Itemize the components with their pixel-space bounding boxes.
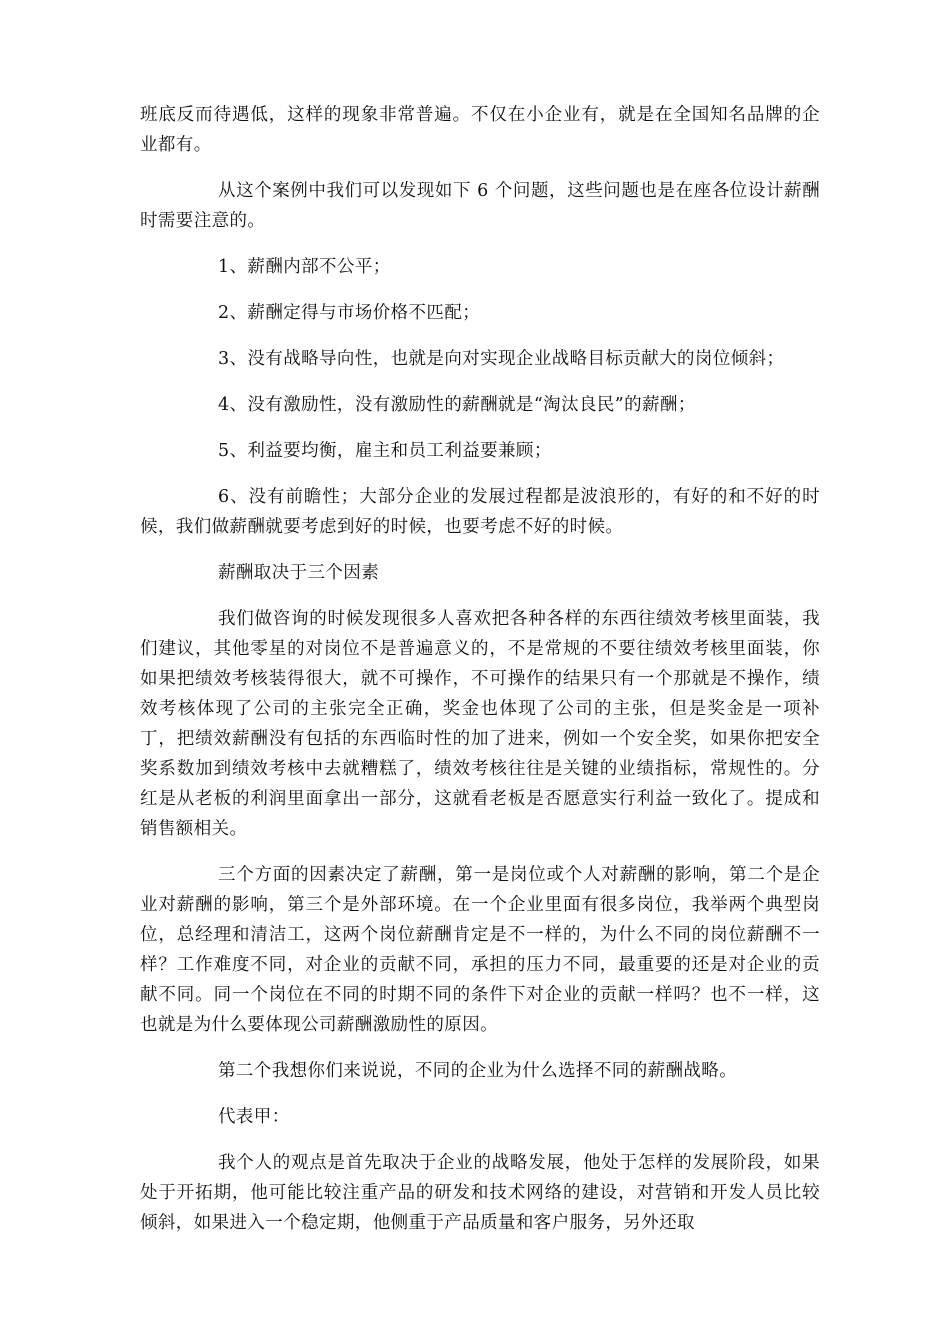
paragraph: 从这个案例中我们可以发现如下 6 个问题，这些问题也是在座各位设计薪酬时需要注意的。 <box>140 181 820 231</box>
list-item: 2、薪酬定得与市场价格不匹配； <box>218 303 481 323</box>
section-heading: 薪酬取决于三个因素 <box>218 563 380 583</box>
paragraph: 三个方面的因素决定了薪酬，第一是岗位或个人对薪酬的影响，第二个是企业对薪酬的影响，第三个是外部环境。在一个企业里面有很多岗位，我举两个典型岗位，总经理和清洁工，这两个岗位薪酬肯定是不一样的，为什么不同的岗位薪酬不一样？工作难度不同，对企业的贡献不同，承担的压力不同，最重要的还是对企业的贡献不同。同一个岗位在不同的时期不同的条件下对企业的贡献一样吗？也不一样，这也就是为什么要体现公司薪酬激励性的原因。 <box>140 865 820 1035</box>
paragraph: 我们做咨询的时候发现很多人喜欢把各种各样的东西往绩效考核里面装，我们建议，其他零星的对岗位不是普遍意义的，不是常规的不要往绩效考核里面装，你如果把绩效考核装得很大，就不可操作，不可操作的结果只有一个那就是不操作，绩效考核体现了公司的主张完全正确，奖金也体现了公司的主张，但是奖金是一项补丁，把绩效薪酬没有包括的东西临时性的加了进来，例如一个安全奖，如果你把安全奖系数加到绩效考核中去就糟糕了，绩效考核往往是关键的业绩指标，常规性的。分红是从老板的利润里面拿出一部分，这就看老板是否愿意实行利益一致化了。提成和销售额相关。 <box>140 609 820 839</box>
list-item: 6、没有前瞻性；大部分企业的发展过程都是波浪形的，有好的和不好的时候，我们做薪酬就要考虑到好的时候，也要考虑不好的时候。 <box>140 487 820 537</box>
list-item: 4、没有激励性，没有激励性的薪酬就是“淘汰良民”的薪酬； <box>218 395 696 415</box>
list-item: 1、薪酬内部不公平； <box>218 257 391 277</box>
paragraph: 第二个我想你们来说说，不同的企业为什么选择不同的薪酬战略。 <box>218 1061 738 1081</box>
paragraph: 我个人的观点是首先取决于企业的战略发展，他处于怎样的发展阶段，如果处于开拓期，他可能比较注重产品的研发和技术网络的建设，对营销和开发人员比较倾斜，如果进入一个稳定期，他侧重于产品质量和客户服务，另外还取 <box>140 1153 820 1233</box>
list-item: 3、没有战略导向性，也就是向对实现企业战略目标贡献大的岗位倾斜； <box>218 349 785 369</box>
speaker-label: 代表甲： <box>218 1107 290 1127</box>
paragraph: 班底反而待遇低，这样的现象非常普遍。不仅在小企业有，就是在全国知名品牌的企业都有。 <box>140 105 820 155</box>
document-body <box>140 100 820 1254</box>
list-item: 5、利益要均衡，雇主和员工利益要兼顾； <box>218 441 552 461</box>
